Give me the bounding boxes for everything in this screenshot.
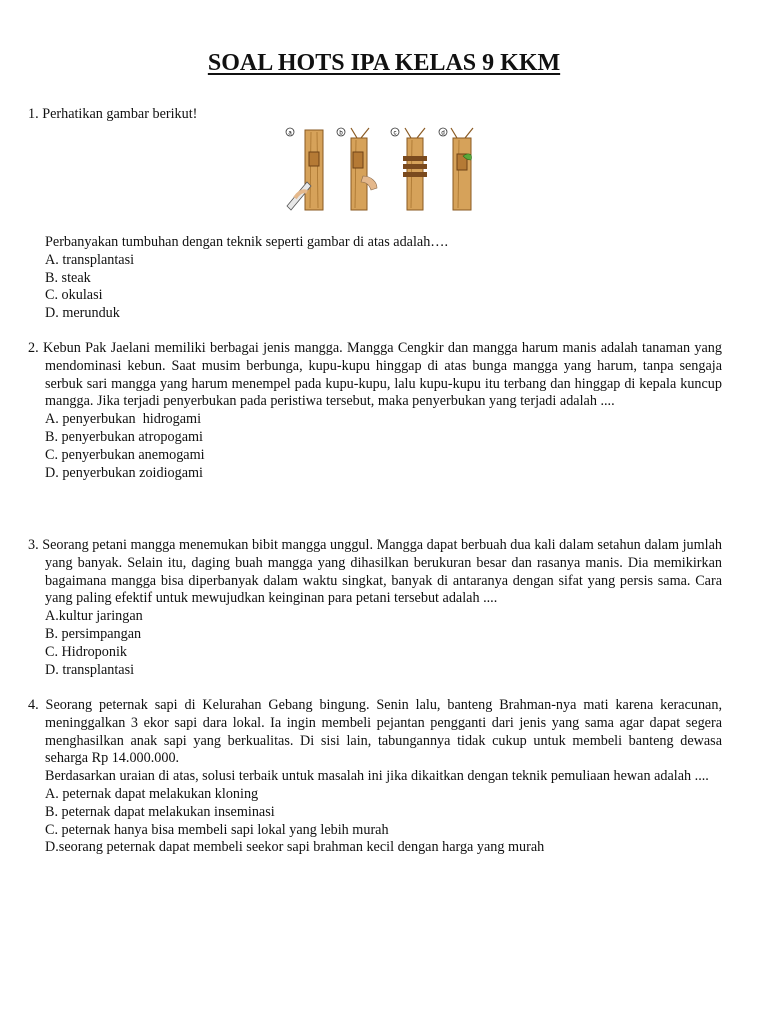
question-3-option-c: C. Hidroponik bbox=[45, 643, 127, 660]
question-3-option-b: B. persimpangan bbox=[45, 625, 142, 642]
question-1-body bbox=[28, 234, 722, 323]
figure-label-a: a bbox=[288, 130, 292, 137]
grafting-steps-illustration bbox=[285, 126, 477, 214]
question-4-option-c: C. peternak hanya bisa membeli sapi lokal yang lebih murah bbox=[45, 821, 389, 838]
question-2-option-a: A. penyerbukan hidrogami bbox=[45, 411, 202, 428]
question-1-option-a: A. transplantasi bbox=[45, 251, 135, 268]
question-4-option-d: D.seorang peternak dapat membeli seekor sapi brahman kecil dengan harga yang murah bbox=[45, 839, 545, 856]
question-4-option-a: A. peternak dapat melakukan kloning bbox=[45, 785, 259, 802]
figure-panel-a bbox=[286, 128, 323, 210]
figure-label-c: c bbox=[393, 130, 397, 137]
question-1-option-c: C. okulasi bbox=[45, 287, 103, 304]
question-3 bbox=[28, 537, 722, 679]
question-3-option-a: A.kultur jaringan bbox=[45, 608, 143, 625]
question-1-option-b: B. steak bbox=[45, 269, 91, 286]
figure-label-d: d bbox=[441, 130, 445, 137]
question-4-stem: 4. Seorang peternak sapi di Kelurahan Gebang bingung. Senin lalu, banteng Brahman-nya mati karena keracunan, meninggalkan 3 ekor sapi dara lokal. Ia ingin membeli pejantan pengganti dari jenis yang sama agar dapat segera menghasilkan anak sapi yang berkualitas. Di sisi lain, tabungannya tidak cukup untuk membeli banteng dewasa seharga Rp 14.000.000. bbox=[28, 697, 722, 767]
question-1-stem: 1. Perhatikan gambar berikut! bbox=[28, 106, 198, 122]
figure-label-b: b bbox=[339, 130, 343, 137]
figure-panel-d bbox=[439, 128, 473, 210]
question-4-option-b: B. peternak dapat melakukan inseminasi bbox=[45, 803, 275, 820]
figure-panel-b bbox=[337, 128, 377, 210]
question-4-prompt: Berdasarkan uraian di atas, solusi terbaik untuk masalah ini jika dikaitkan dengan teknik pemuliaan hewan adalah .... bbox=[45, 768, 709, 785]
question-2-option-c: C. penyerbukan anemogami bbox=[45, 446, 205, 463]
question-2-option-d: D. penyerbukan zoidiogami bbox=[45, 464, 203, 481]
question-1-prompt: Perbanyakan tumbuhan dengan teknik seperti gambar di atas adalah…. bbox=[45, 234, 449, 250]
figure-panel-c bbox=[391, 128, 427, 210]
question-4 bbox=[28, 697, 722, 857]
question-2-stem: 2. Kebun Pak Jaelani memiliki berbagai jenis mangga. Mangga Cengkir dan mangga harum manis adalah tanaman yang mendominasi kebun. Saat musim berbunga, kupu-kupu hinggap di atas bunga mangga yang harum, tanpa sengaja serbuk sari mangga yang harum menempel pada kupu-kupu, lalu kupu-kupu itu terbang dan hinggap di kepala kuncup mangga. Jika terjadi penyerbukan pada peristiwa tersebut, maka penyerbukan yang terjadi adalah .... bbox=[28, 340, 722, 410]
page-title: SOAL HOTS IPA KELAS 9 KKM bbox=[207, 50, 561, 76]
question-1-option-d: D. merunduk bbox=[45, 305, 120, 322]
question-3-option-d: D. transplantasi bbox=[45, 661, 135, 678]
question-2-option-b: B. penyerbukan atropogami bbox=[45, 428, 203, 445]
question-3-stem: 3. Seorang petani mangga menemukan bibit mangga unggul. Mangga dapat berbuah dua kali dalam setahun dalam jumlah yang banyak. Selain itu, daging buah mangga yang dihasilkan berukuran besar dan rasanya manis. Dia memikirkan bagaimana mangga bisa diperbanyak dalam waktu singkat, banyak di antaranya dengan sifat yang persis sama. Cara yang paling efektif untuk mewujudkan keinginan para petani tersebut adalah .... bbox=[28, 537, 722, 607]
question-2 bbox=[28, 340, 722, 482]
